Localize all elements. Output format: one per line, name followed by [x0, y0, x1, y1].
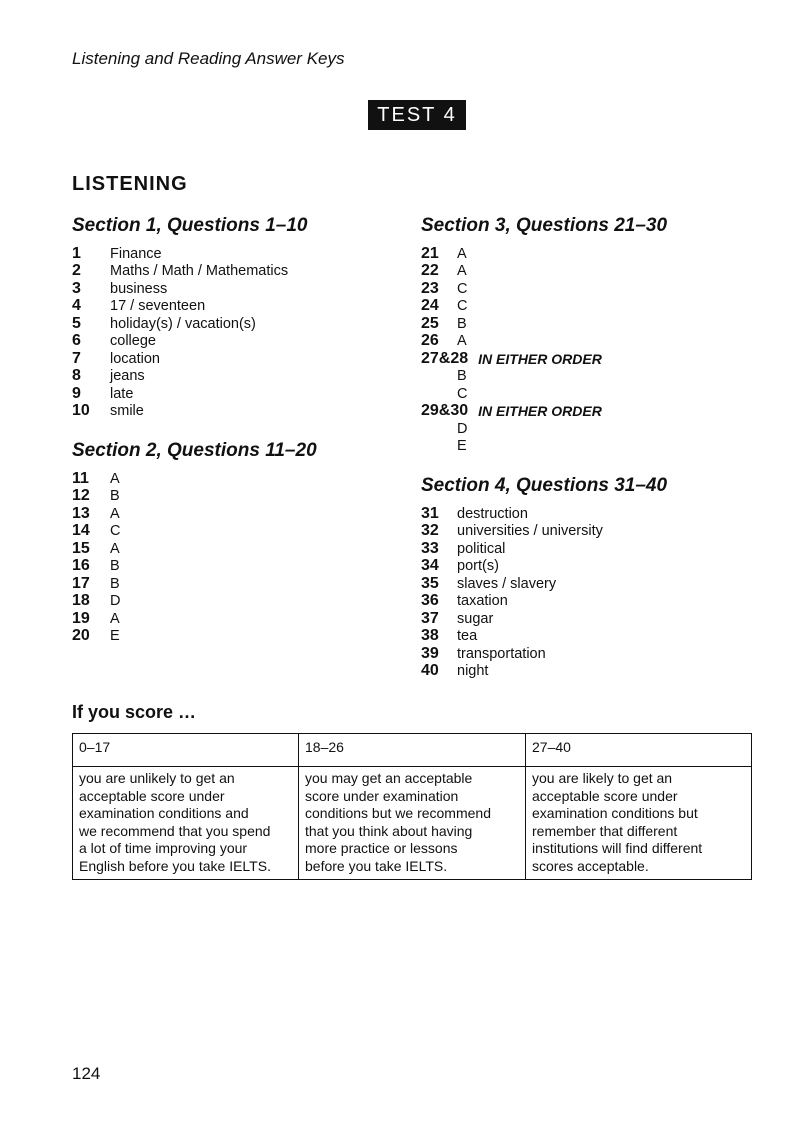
answer-text: jeans: [110, 368, 145, 385]
description-line: English before you take IELTS.: [79, 857, 271, 874]
score-description-cell: [299, 767, 526, 880]
answer-row: [72, 523, 120, 541]
description-line: score under examination: [305, 787, 459, 804]
question-number: 37: [421, 609, 439, 627]
answer-text: location: [110, 350, 160, 367]
answer-row: [421, 263, 602, 281]
description-line: remember that different: [532, 822, 678, 839]
answer-row: [421, 663, 603, 681]
question-number: 1: [72, 244, 81, 262]
answer-text: transportation: [457, 645, 546, 662]
score-range-row: [73, 734, 752, 767]
score-description-cell: [526, 767, 752, 880]
answer-row: [72, 245, 288, 263]
question-number: 4: [72, 297, 81, 315]
answer-text: D: [457, 420, 468, 437]
score-range-cell: 0–17: [73, 734, 299, 767]
answer-text: tea: [457, 628, 478, 645]
question-number: 19: [72, 609, 90, 627]
question-number: 33: [421, 539, 439, 557]
answer-text: A: [110, 610, 120, 627]
question-number: 35: [421, 574, 439, 592]
answer-row: [72, 368, 288, 386]
answer-row: [421, 298, 602, 316]
question-number: 6: [72, 332, 81, 350]
answer-text: destruction: [457, 505, 528, 522]
question-number: 22: [421, 262, 439, 280]
answer-row: [72, 540, 120, 558]
description-line: acceptable score under: [79, 787, 225, 804]
answer-row: [72, 350, 288, 368]
answer-text: slaves / slavery: [457, 575, 557, 592]
answer-text: night: [457, 663, 489, 680]
answer-row: [72, 488, 120, 506]
section-4-answers: [421, 505, 603, 680]
answer-text: Maths / Math / Mathematics: [110, 263, 289, 280]
answer-row: [72, 575, 120, 593]
answer-text: E: [110, 628, 120, 645]
question-number: 25: [421, 314, 439, 332]
description-line: you are likely to get an: [532, 770, 673, 786]
answer-row: [72, 403, 288, 421]
question-number: 26: [421, 332, 439, 350]
answer-row: [421, 523, 603, 541]
section-2-answers: [72, 470, 120, 645]
either-order-note: IN EITHER ORDER: [478, 403, 602, 420]
question-number: 20: [72, 627, 90, 645]
question-number: 10: [72, 402, 90, 420]
answer-row: [421, 505, 603, 523]
answer-row: [421, 593, 603, 611]
question-number: 12: [72, 487, 90, 505]
answer-text: taxation: [457, 593, 508, 610]
answer-row: [421, 438, 602, 456]
answer-text: E: [457, 438, 467, 455]
answer-text: C: [110, 523, 121, 540]
section-3-heading: Section 3, Questions 21–30: [421, 215, 668, 236]
answer-text: C: [457, 298, 468, 315]
answer-row: [72, 628, 120, 646]
description-line: examination conditions but: [532, 805, 698, 822]
question-number: 7: [72, 349, 81, 367]
answer-row: [421, 575, 603, 593]
answer-row: [421, 315, 602, 333]
section-1-heading: Section 1, Questions 1–10: [72, 215, 308, 236]
section-2-heading: Section 2, Questions 11–20: [72, 440, 317, 461]
answer-text: A: [110, 470, 120, 487]
answer-text: late: [110, 385, 134, 402]
answer-row: [421, 420, 602, 438]
answer-text: B: [457, 368, 467, 385]
answer-row: [421, 385, 602, 403]
question-number: 2: [72, 262, 81, 280]
answer-row: [421, 333, 602, 351]
answer-text: holiday(s) / vacation(s): [110, 315, 256, 332]
question-number: 32: [421, 522, 439, 540]
answer-row: [72, 593, 120, 611]
answer-text: C: [457, 280, 468, 297]
answer-row: [421, 645, 603, 663]
question-number: 29&30: [421, 402, 469, 420]
description-line: you may get an acceptable: [305, 770, 473, 786]
description-line: more practice or lessons: [305, 840, 458, 857]
answer-row: [72, 385, 288, 403]
test-badge: TEST 4: [366, 98, 468, 132]
description-line: scores acceptable.: [532, 857, 649, 874]
answer-row: [421, 280, 602, 298]
answer-text: B: [110, 575, 120, 592]
answer-row: [72, 610, 120, 628]
answer-row: [72, 280, 288, 298]
answer-text: B: [457, 315, 467, 332]
either-order-note: IN EITHER ORDER: [478, 350, 602, 367]
question-number: 14: [72, 522, 90, 540]
listening-heading: LISTENING: [72, 173, 188, 195]
question-number: 13: [72, 504, 90, 522]
question-number: 31: [421, 504, 439, 522]
answer-row: [72, 315, 288, 333]
score-description-row: [73, 767, 752, 880]
question-number: 39: [421, 644, 439, 662]
answer-row: [72, 505, 120, 523]
score-description-cell: [73, 767, 299, 880]
answer-text: Finance: [110, 245, 162, 262]
answer-row: [421, 540, 603, 558]
question-number: 16: [72, 557, 90, 575]
question-number: 3: [72, 279, 81, 297]
answer-text: A: [110, 505, 120, 522]
answer-pair-row: [421, 350, 602, 368]
score-range-cell: 27–40: [526, 734, 752, 767]
answer-row: [421, 628, 603, 646]
answer-text: C: [457, 385, 468, 402]
answer-text: business: [110, 280, 168, 297]
question-number: 8: [72, 367, 81, 385]
score-heading: If you score …: [72, 702, 197, 722]
section-3-answers: [421, 245, 602, 455]
question-number: 34: [421, 557, 439, 575]
answer-row: [72, 298, 288, 316]
answer-text: 17 / seventeen: [110, 298, 206, 315]
answer-text: port(s): [457, 558, 499, 575]
description-line: institutions will find different: [532, 840, 703, 857]
question-number: 17: [72, 574, 90, 592]
score-table: [72, 733, 752, 880]
answer-row: [72, 470, 120, 488]
answer-row: [421, 610, 603, 628]
section-1-answers: [72, 245, 288, 420]
answer-text: B: [110, 488, 120, 505]
answer-row: [421, 245, 602, 263]
question-number: 40: [421, 662, 439, 680]
question-number: 9: [72, 384, 81, 402]
answer-text: B: [110, 558, 120, 575]
answer-text: A: [457, 263, 467, 280]
answer-text: political: [457, 540, 506, 557]
answer-text: A: [110, 540, 120, 557]
question-number: 27&28: [421, 349, 469, 367]
description-line: conditions but we recommend: [305, 805, 491, 822]
question-number: 18: [72, 592, 90, 610]
answer-row: [421, 368, 602, 386]
section-4-heading: Section 4, Questions 31–40: [421, 475, 668, 496]
question-number: 38: [421, 627, 439, 645]
question-number: 24: [421, 297, 439, 315]
description-line: we recommend that you spend: [79, 822, 271, 839]
page-header-title: Listening and Reading Answer Keys: [72, 49, 345, 68]
description-line: acceptable score under: [532, 787, 678, 804]
description-line: examination conditions and: [79, 805, 249, 822]
answer-row: [421, 558, 603, 576]
answer-text: smile: [110, 403, 144, 420]
answer-text: universities / university: [457, 523, 603, 540]
answer-text: A: [457, 333, 467, 350]
answer-text: A: [457, 245, 467, 262]
question-number: 5: [72, 314, 81, 332]
answer-text: college: [110, 333, 156, 350]
answer-row: [72, 558, 120, 576]
description-line: you are unlikely to get an: [79, 770, 235, 786]
question-number: 21: [421, 244, 439, 262]
score-range-cell: 18–26: [299, 734, 526, 767]
question-number: 23: [421, 279, 439, 297]
description-line: a lot of time improving your: [79, 840, 248, 857]
answer-text: sugar: [457, 610, 494, 627]
question-number: 11: [72, 469, 89, 487]
question-number: 36: [421, 592, 439, 610]
answer-row: [72, 333, 288, 351]
description-line: before you take IELTS.: [305, 857, 448, 874]
answer-pair-row: [421, 403, 602, 421]
description-line: that you think about having: [305, 822, 473, 839]
question-number: 15: [72, 539, 90, 557]
answer-row: [72, 263, 288, 281]
page-number: 124: [72, 1064, 101, 1083]
answer-text: D: [110, 593, 121, 610]
